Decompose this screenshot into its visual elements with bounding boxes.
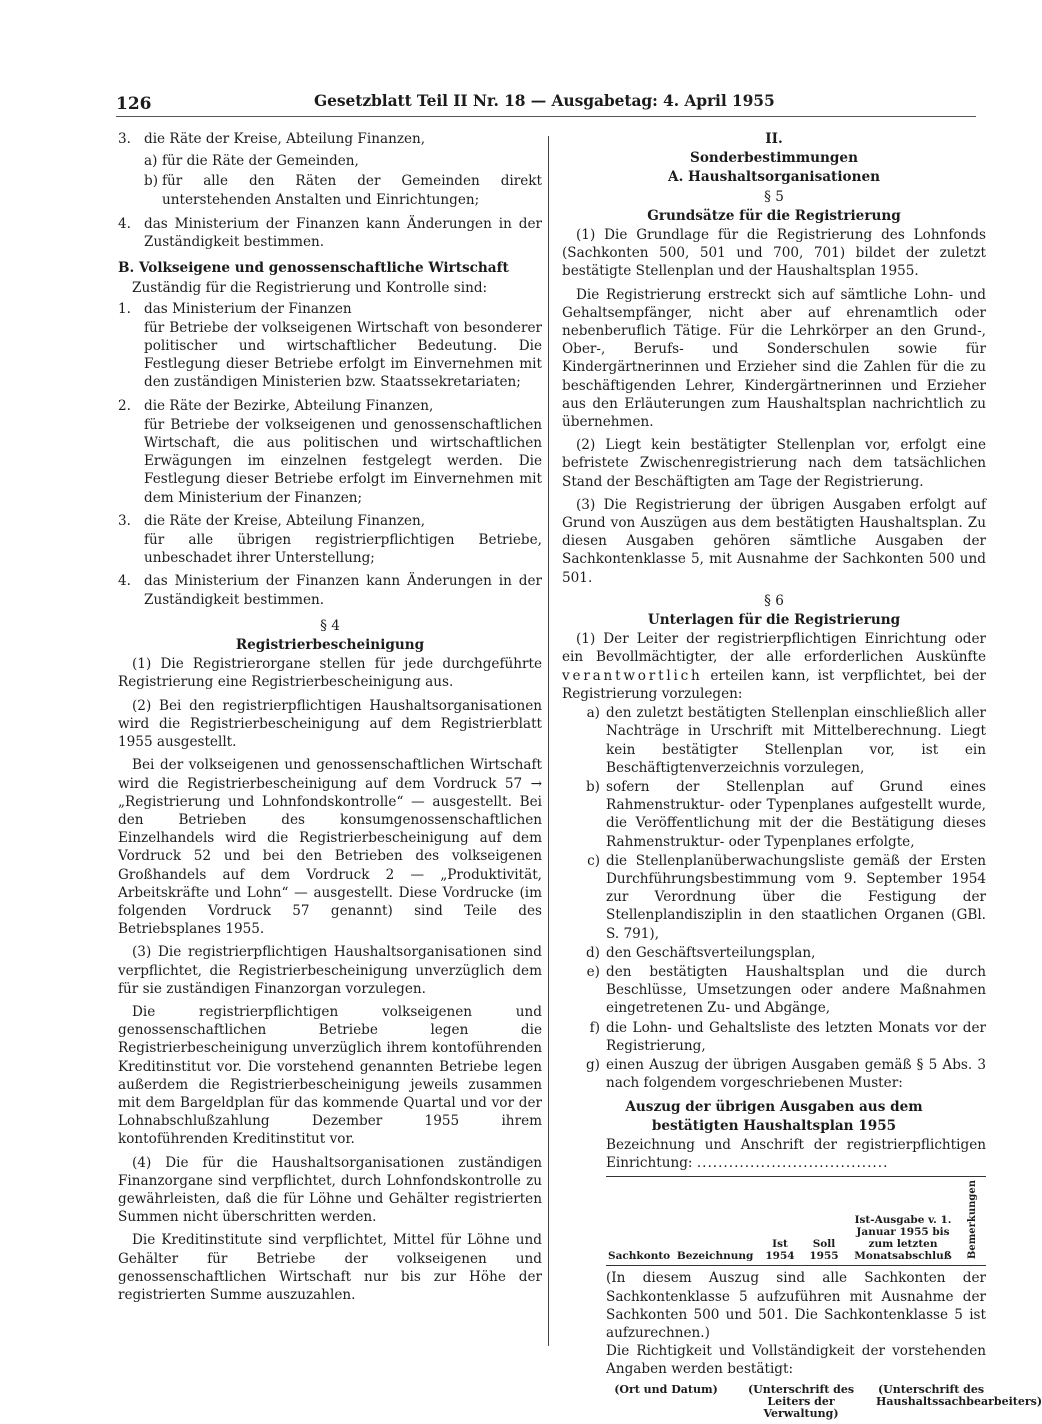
sub-list-text: für alle den Räten der Gemeinden direkt unterstehenden Anstalten und Einrichtungen; [162, 173, 542, 208]
list-label: a) [586, 705, 600, 722]
right-column [562, 130, 1042, 1420]
list-text: den zuletzt bestätigten Stellenplan einschließlich aller Nachträge in Urschrift mit Mittelberechnung. Liegt kein bestätigter Stellenplan vor, ist ein Beschäftigtenverzeichnis vorzulegen, [606, 705, 986, 776]
list-detail: für Betriebe der volkseigenen Wirtschaft von besonderer politischer und wirtschaftlicher Bedeutung. Die Festlegung dieser Betriebe erfolgt im Einvernehmen mit den zuständigen Ministerien bzw. Staatssekretariaten; [144, 319, 542, 391]
list-item [562, 1056, 986, 1092]
list-item [562, 852, 986, 943]
paragraph-text: (1) Die Registrierorgane stellen für jede durchgeführte Registrierung eine Registrierbescheinigung aus. [118, 656, 542, 691]
paragraph-text: (3) Die Registrierung der übrigen Ausgaben erfolgt auf Grund von Auszügen aus dem bestätigten Haushaltsplan. Zu diesen Ausgaben gehören sämtliche Ausgaben der Sachkontenklasse 5, mit Ausnahme der Sachkonten 500 und 501. [562, 496, 986, 586]
list-number: 3. [118, 131, 131, 147]
paragraph-title: Registrierbescheinigung [235, 637, 425, 654]
list-label: f) [589, 1019, 600, 1036]
list-item [118, 572, 542, 608]
list-text: das Ministerium der Finanzen kann Änderungen in der Zuständigkeit bestimmen. [144, 573, 542, 608]
list-label: c) [587, 852, 600, 869]
page-number: 126 [116, 94, 152, 114]
paragraph-text-part: (1) Der Leiter der registrierpflichtigen Einrichtung oder ein Bevollmächtigter, der alle erforderlichen Auskünfte [562, 631, 986, 666]
signature-clerk: (Unterschrift des Haushaltssachbearbeiters) [876, 1382, 1042, 1408]
list-text: das Ministerium der Finanzen [144, 300, 352, 317]
list-item [118, 300, 542, 318]
list-number: 1. [118, 300, 131, 317]
form-table [606, 1176, 986, 1266]
paragraph-text: (2) Bei den registrierpflichtigen Haushaltsorganisationen wird die Registrierbescheinigung auf dem Registrierblatt 1955 ausgestellt. [118, 697, 542, 751]
part-title: Sonderbestimmungen [690, 150, 858, 167]
signature-place-date: (Ort und Datum) [614, 1382, 718, 1396]
form-note: Die Richtigkeit und Vollständigkeit der vorstehenden Angaben werden bestätigt: [606, 1343, 986, 1378]
list-text: das Ministerium der Finanzen kann Änderungen in der Zuständigkeit bestimmen. [144, 215, 542, 251]
list-number: 4. [118, 215, 131, 232]
paragraph-text: (1) Die Grundlage für die Registrierung des Lohnfonds (Sachkonten 500, 501 und 700, 701) bildet der zuletzt bestätigte Stellenplan und der Haushaltsplan 1955. [562, 227, 986, 280]
column-header: Soll 1955 [802, 1177, 846, 1266]
part-numeral: II. [765, 131, 783, 147]
paragraph-text: Die registrierpflichtigen volkseigenen und genossenschaftlichen Betriebe legen die Registrierbescheinigung unverzüglich ihrem kontoführenden Kreditinstitut vor. Die vorstehend genannten Betriebe legen außerdem die Registrierbescheinigung jeweils zusammen mit dem Bargeldplan für das kommende Quartal und vor der Lohnabschlußzahlung Dezember 1955 ihrem kontoführenden Kreditinstitut vor. [118, 1003, 542, 1148]
list-number: 4. [118, 573, 131, 590]
list-item [562, 1019, 986, 1055]
list-number: 3. [118, 512, 131, 529]
form-label [606, 1136, 986, 1172]
table-header-row [606, 1177, 986, 1266]
list-detail: für alle übrigen registrierpflichtigen Betriebe, unbeschadet ihrer Unterstellung; [144, 532, 542, 567]
list-text: die Räte der Bezirke, Abteilung Finanzen, [144, 397, 434, 414]
column-header: Bezeichnung [672, 1177, 758, 1266]
list-text: die Räte der Kreise, Abteilung Finanzen, [144, 131, 426, 147]
page-header-title: Gesetzblatt Teil II Nr. 18 — Ausgabetag: 4. April 1955 [314, 91, 775, 110]
sub-list-item [144, 152, 542, 170]
paragraph-text: Bei der volkseigenen und genossenschaftlichen Wirtschaft wird die Registrierbescheinigung auf dem Vordruck 57 → „Registrierung und Lohnfondskontrolle“ — ausgestellt. Bei den Betrieben des konsumgenossenschaftlichen Einzelhandels wird die Registrierbescheinigung auf dem Vordruck 52 und bei den Betrieben des volkseigenen Großhandels auf dem Vordruck 2 — „Produktivität, Arbeitskräfte und Lohn“ — ausgestellt. Diese Vordrucke (im folgenden Vordruck 57 genannt) sind Teile des Betriebsplanes 1955. [118, 757, 542, 938]
section-intro: Zuständig für die Registrierung und Kontrolle sind: [132, 280, 488, 297]
signature-row [606, 1382, 1042, 1420]
form-title: Auszug der übrigen Ausgaben aus dem [625, 1099, 923, 1116]
list-number: 2. [118, 397, 131, 414]
list-item [118, 215, 542, 251]
paragraph-text [562, 630, 986, 703]
list-text: die Lohn- und Gehaltsliste des letzten Monats vor der Registrierung, [606, 1019, 986, 1054]
sub-title: A. Haushaltsorganisationen [668, 169, 880, 186]
paragraph-symbol: § 5 [764, 188, 784, 205]
list-item [118, 397, 542, 415]
form-dots: .................................... [696, 1154, 889, 1171]
list-detail: für Betriebe der volkseigenen und genossenschaftlichen Wirtschaft, die aus politischen und wirtschaftlichen Erwägungen im einzelnen festgelegt werden. Die Festlegung dieser Betriebe erfolgt im Einvernehmen mit dem Ministerium der Finanzen; [144, 416, 542, 506]
column-header: Ist-Ausgabe v. 1. Januar 1955 bis zum letzten Monatsabschluß [846, 1177, 960, 1266]
list-item [562, 704, 986, 777]
section-heading: B. Volkseigene und genossenschaftliche Wirtschaft [118, 260, 509, 277]
list-item [562, 944, 986, 962]
list-text: einen Auszug der übrigen Ausgaben gemäß § 5 Abs. 3 nach folgendem vorgeschriebenen Muster: [606, 1056, 986, 1092]
list-item [118, 130, 542, 148]
paragraph-symbol: § 4 [320, 617, 340, 634]
column-header [960, 1177, 986, 1266]
list-label: b) [585, 778, 600, 795]
form-label-text: Bezeichnung und Anschrift der registrierpflichtigen Einrichtung: [606, 1136, 986, 1171]
header-rule [116, 116, 976, 117]
list-text: die Räte der Kreise, Abteilung Finanzen, [144, 512, 426, 529]
paragraph-text: (4) Die für die Haushaltsorganisationen zuständigen Finanzorgane sind verpflichtet, durch Lohnfondskontrolle zu gewährleisten, daß die für Löhne und Gehälter registrierten Summen nicht überschritten werden. [118, 1154, 542, 1226]
sub-list-text: für die Räte der Gemeinden, [162, 153, 359, 170]
column-divider [548, 136, 549, 1346]
paragraph-symbol: § 6 [764, 592, 784, 609]
column-header: Sachkonto [606, 1177, 672, 1266]
rotated-header-text: Bemerkungen [967, 1180, 978, 1260]
paragraph-text: (2) Liegt kein bestätigter Stellenplan vor, erfolgt eine befristete Zwischenregistrierung nach dem tatsächlichen Stand der Beschäftigten am Tage der Registrierung. [562, 437, 986, 490]
list-text: die Stellenplanüberwachungsliste gemäß der Ersten Durchführungsbestimmung vom 9. September 1954 zur Verordnung über die Festigung der Stellenplandisziplin in den staatlichen Organen (GBl. S. 791), [606, 852, 986, 942]
sub-list-label: b) [144, 173, 159, 190]
list-item [562, 778, 986, 851]
list-item [118, 512, 542, 530]
list-text: den Geschäftsverteilungsplan, [606, 944, 816, 961]
sub-list-label: a) [144, 153, 158, 170]
sub-list-item [144, 172, 542, 208]
paragraph-title: Unterlagen für die Registrierung [647, 612, 901, 629]
list-label: e) [586, 963, 600, 980]
form-note: (In diesem Auszug sind alle Sachkonten der Sachkontenklasse 5 aufzuführen mit Ausnahme der Sachkonten 500 und 501. Die Sachkontenklasse 5 ist aufzurechnen.) [606, 1270, 986, 1341]
emphasized-word: verantwortlich [562, 667, 703, 684]
column-header: Ist 1954 [758, 1177, 802, 1266]
list-text: sofern der Stellenplan auf Grund eines Rahmenstruktur- oder Typenplanes aufgestellt wurde, die Veröffentlichung mit der die Bestätigung dieses Rahmenstruktur- oder Typenplanes erfolgte, [606, 778, 986, 850]
paragraph-text: (3) Die registrierpflichtigen Haushaltsorganisationen sind verpflichtet, die Registrierbescheinigung unverzüglich dem für sie zuständigen Finanzorgan vorzulegen. [118, 944, 542, 997]
list-label: d) [585, 944, 600, 961]
paragraph-text: Die Registrierung erstreckt sich auf sämtliche Lohn- und Gehaltsempfänger, nicht aber auf ehrenamtlich oder nebenberuflich Tätige. Für die Lehrkörper an den Grund-, Ober-, Berufs- und Sonderschulen sowie für Kindergärtnerinnen und Erzieher sind die Zahlen für die zu beschäftigenden Lehrer, Kindergärtnerinnen und Erzieher aus den Erläuterungen zum Haushaltsplan nachrichtlich zu übernehmen. [562, 286, 986, 431]
list-label: g) [585, 1056, 600, 1073]
list-text: den bestätigten Haushaltsplan und die durch Beschlüsse, Umsetzungen oder andere Maßnahmen eingetretenen Zu- und Abgänge, [606, 963, 986, 1017]
form-title: bestätigten Haushaltsplan 1955 [651, 1117, 897, 1134]
list-item [562, 963, 986, 1018]
paragraph-text: Die Kreditinstitute sind verpflichtet, Mittel für Löhne und Gehälter für Betriebe der volkseigenen und genossenschaftlichen Wirtschaft nur bis zur Höhe der registrierten Summe auszuzahlen. [118, 1232, 542, 1303]
paragraph-text-part: erteilen kann, ist verpflichtet, bei der Registrierung vorzulegen: [562, 667, 986, 702]
paragraph-title: Grundsätze für die Registrierung [647, 207, 901, 224]
left-column [118, 130, 542, 1309]
signature-leader: (Unterschrift des Leiters der Verwaltung) [747, 1382, 855, 1420]
